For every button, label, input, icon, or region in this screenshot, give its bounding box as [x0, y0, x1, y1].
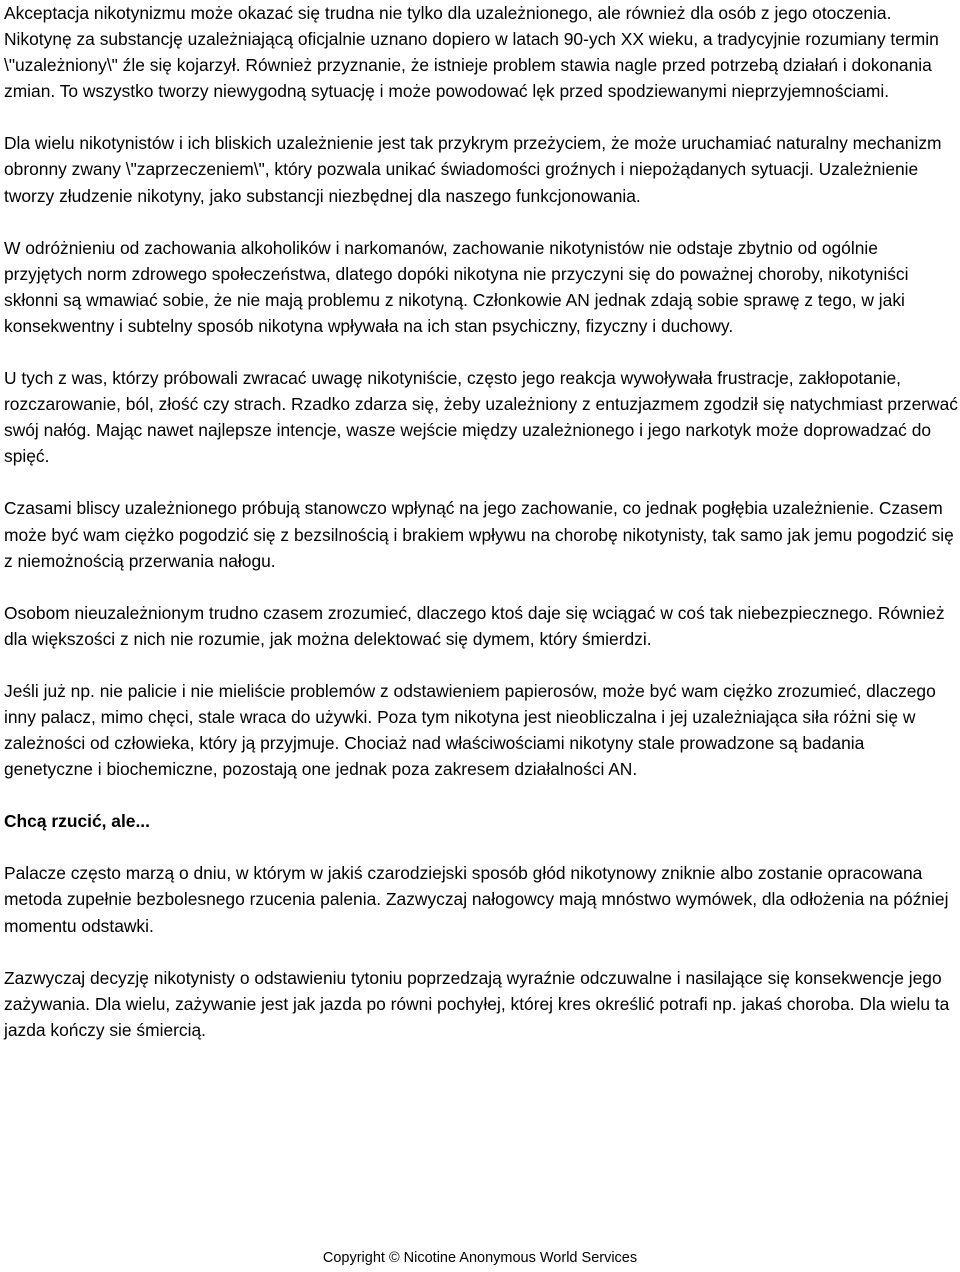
paragraph-gap — [4, 834, 958, 860]
copyright-footer: Copyright © Nicotine Anonymous World Services — [322, 1250, 638, 1266]
paragraph-denial: Dla wielu nikotynistów i ich bliskich uzależnienie jest tak przykrym przeżyciem, że może uruchamiać naturalny mechanizm obronny zwany \"zaprzeczeniem\", który pozwala unikać świadomości groźnych i niepożądanych sytuacji. Uzależnienie tworzy złudzenie nikotyny, jako substancji niezbędnej dla naszego funkcjonowania. — [4, 133, 942, 206]
paragraph-gap — [4, 574, 958, 600]
paragraph-gap — [4, 209, 958, 235]
section-heading: Chcą rzucić, ale... — [4, 811, 150, 832]
paragraph-reactions: U tych z was, którzy próbowali zwracać uwagę nikotyniście, często jego reakcja wywoływała frustracje, zakłopotanie, rozczarowanie, ból, złość czy strach. Rzadko zdarza się, żeby uzależniony z entuzjazmem zgodził się natychmiast przerwać swój nałóg. Mając nawet najlepsze intencje, wasze wejście między uzależnionego i jego narkotyk może doprowadzać do spięć. — [4, 368, 958, 467]
paragraph-gap — [4, 469, 958, 495]
paragraph-decision: Zazwyczaj decyzję nikotynisty o odstawieniu tytoniu poprzedzają wyraźnie odczuwalne i nasilające się konsekwencje jego zażywania. Dla wielu, zażywanie jest jak jazda po równi pochyłej, której kres określić potrafi np. jakaś choroba. Dla wielu ta jazda kończy sie śmiercią. — [4, 967, 950, 1040]
paragraph-acceptance: Akceptacja nikotynizmu może okazać się trudna nie tylko dla uzależnionego, ale również dla osób z jego otoczenia. Nikotynę za substancję uzależniającą oficjalnie uznano dopiero w latach 90-ych XX wieku, a tradycyjnie rozumiany termin \"uzależniony\" źle się kojarzył. Również przyznanie, że istnieje problem stawia nagle przed potrzebą działań i dokonania zmian. To wszystko tworzy niewygodną sytuację i może powodować lęk przed spodziewanymi nieprzyjemnościami. — [4, 3, 939, 102]
paragraph-gap — [4, 104, 958, 130]
document-page — [4, 0, 958, 1043]
paragraph-nonaddicted: Osobom nieuzależnionym trudno czasem zrozumieć, dlaczego ktoś daje się wciągać w coś tak niebezpiecznego. Również dla większości z nich nie rozumie, jak można delektować się dymem, który śmierdzi. — [4, 602, 945, 649]
paragraph-gap — [4, 939, 958, 965]
paragraph-gap — [4, 652, 958, 678]
paragraph-difference: W odróżnieniu od zachowania alkoholików i narkomanów, zachowanie nikotynistów nie odstaje zbytnio od ogólnie przyjętych norm zdrowego społeczeństwa, dlatego dopóki nikotyna nie przyczyni się do poważnej choroby, nikotyniści skłonni są wmawiać sobie, że nie mają problemu z nikotyną. Członkowie AN jednak zdają sobie sprawę z tego, w jaki konsekwentny i subtelny sposób nikotyna wpływała na ich stan psychiczny, fizyczny i duchowy. — [4, 237, 909, 336]
paragraph-understanding: Jeśli już np. nie palicie i nie mieliście problemów z odstawieniem papierosów, może być wam ciężko zrozumieć, dlaczego inny palacz, mimo chęci, stale wraca do używki. Poza tym nikotyna jest nieobliczalna i jej uzależniająca siła różni się w zależności od człowieka, który ją przyjmuje. Chociaż nad właściwościami nikotyny stale prowadzone są badania genetyczne i biochemiczne, pozostają one jednak poza zakresem działalności AN. — [4, 680, 936, 780]
paragraph-gap — [4, 339, 958, 365]
paragraph-influence: Czasami bliscy uzależnionego próbują stanowczo wpłynąć na jego zachowanie, co jednak pogłębia uzależnienie. Czasem może być wam ciężko pogodzić się z bezsilnością i brakiem wpływu na chorobę nikotynisty, tak samo jak jemu pogodzić się z niemożnością przerwania nałogu. — [4, 498, 954, 571]
paragraph-gap — [4, 782, 958, 808]
paragraph-dream: Palacze często marzą o dniu, w którym w jakiś czarodziejski sposób głód nikotynowy zniknie albo zostanie opracowana metoda zupełnie bezbolesnego rzucenia palenia. Zazwyczaj nałogowcy mają mnóstwo wymówek, dla odłożenia na później momentu odstawki. — [4, 863, 949, 936]
